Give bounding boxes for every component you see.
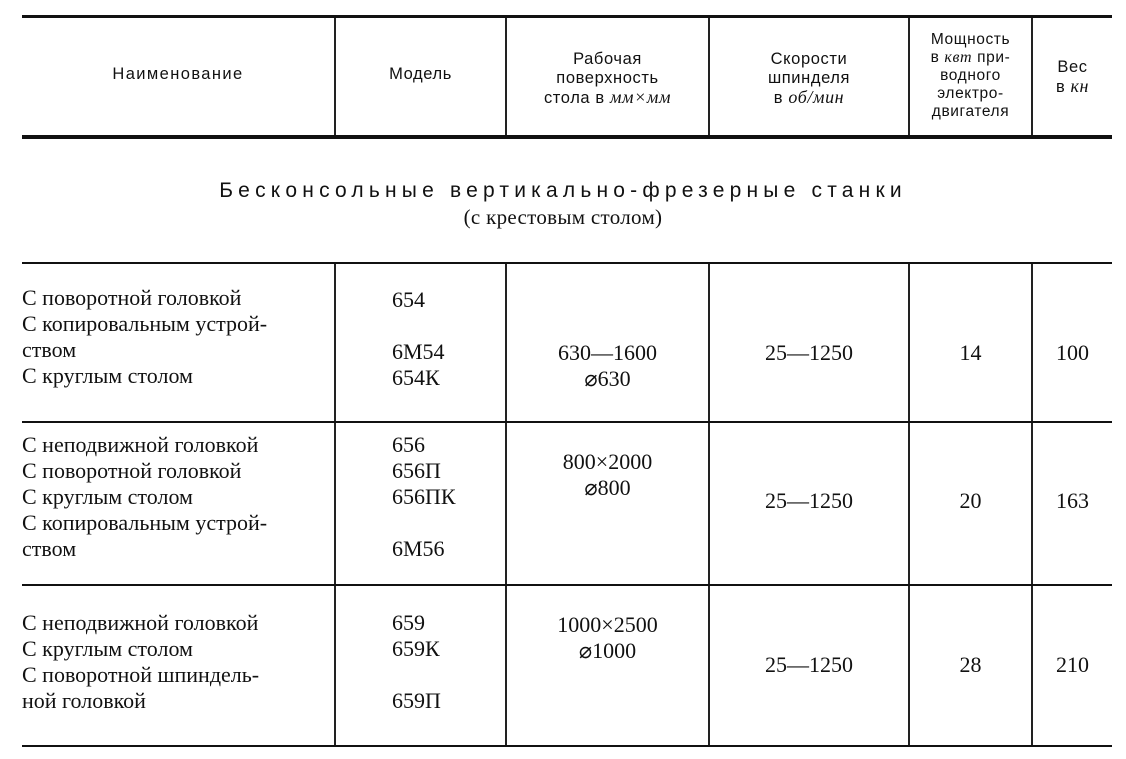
header-speeds: Скорости шпинделя в об/мин [767, 50, 851, 107]
spindle-speeds: 25—1250 [765, 340, 853, 365]
section-subtitle: (с крестовым столом) [463, 205, 663, 229]
machine-weight: 163 [1056, 488, 1089, 513]
group-rule [22, 262, 1112, 264]
work-surface: 1000×2500 ⌀1000 [557, 612, 658, 663]
column-divider [334, 423, 336, 584]
header-surface: Рабочая поверхность стола в мм×мм [543, 50, 672, 107]
column-divider [334, 264, 336, 421]
column-divider [334, 586, 336, 745]
column-divider [505, 423, 507, 584]
model-numbers: 659 659К 659П [392, 610, 441, 713]
group-rule [22, 421, 1112, 423]
machine-weight: 210 [1056, 652, 1089, 677]
motor-power: 14 [959, 340, 982, 365]
model-numbers: 656 656П 656ПК 6М56 [392, 432, 456, 561]
machine-names: С неподвижной головкой С круглым столом С поворотной шпиндель- ной головкой [22, 610, 260, 713]
table-top-rule [22, 15, 1112, 18]
machine-names: С поворотной головкой С копировальным устрой- ством С круглым столом [22, 285, 268, 388]
motor-power: 20 [959, 488, 982, 513]
machine-weight: 100 [1056, 340, 1089, 365]
header-name: Наименование [112, 65, 244, 83]
header-power: Мощность в квт при- водного электро- двигателя [930, 31, 1011, 120]
motor-power: 28 [959, 652, 982, 677]
column-divider [505, 586, 507, 745]
machine-names: С неподвижной головкой С поворотной головкой С круглым столом С копировальным устрой- ством [22, 432, 268, 561]
header-weight: Вес в кн [1055, 58, 1090, 96]
model-numbers: 654 6М54 654К [392, 287, 445, 390]
group-rule [22, 584, 1112, 586]
header-model: Модель [389, 65, 452, 83]
section-title: Бесконсольные вертикально-фрезерные станки [219, 179, 907, 202]
header-bottom-rule [22, 135, 1112, 139]
spindle-speeds: 25—1250 [765, 652, 853, 677]
table-bottom-rule [22, 745, 1112, 747]
work-surface: 800×2000 ⌀800 [562, 449, 653, 500]
spindle-speeds: 25—1250 [765, 488, 853, 513]
work-surface: 630—1600 ⌀630 [558, 340, 657, 391]
